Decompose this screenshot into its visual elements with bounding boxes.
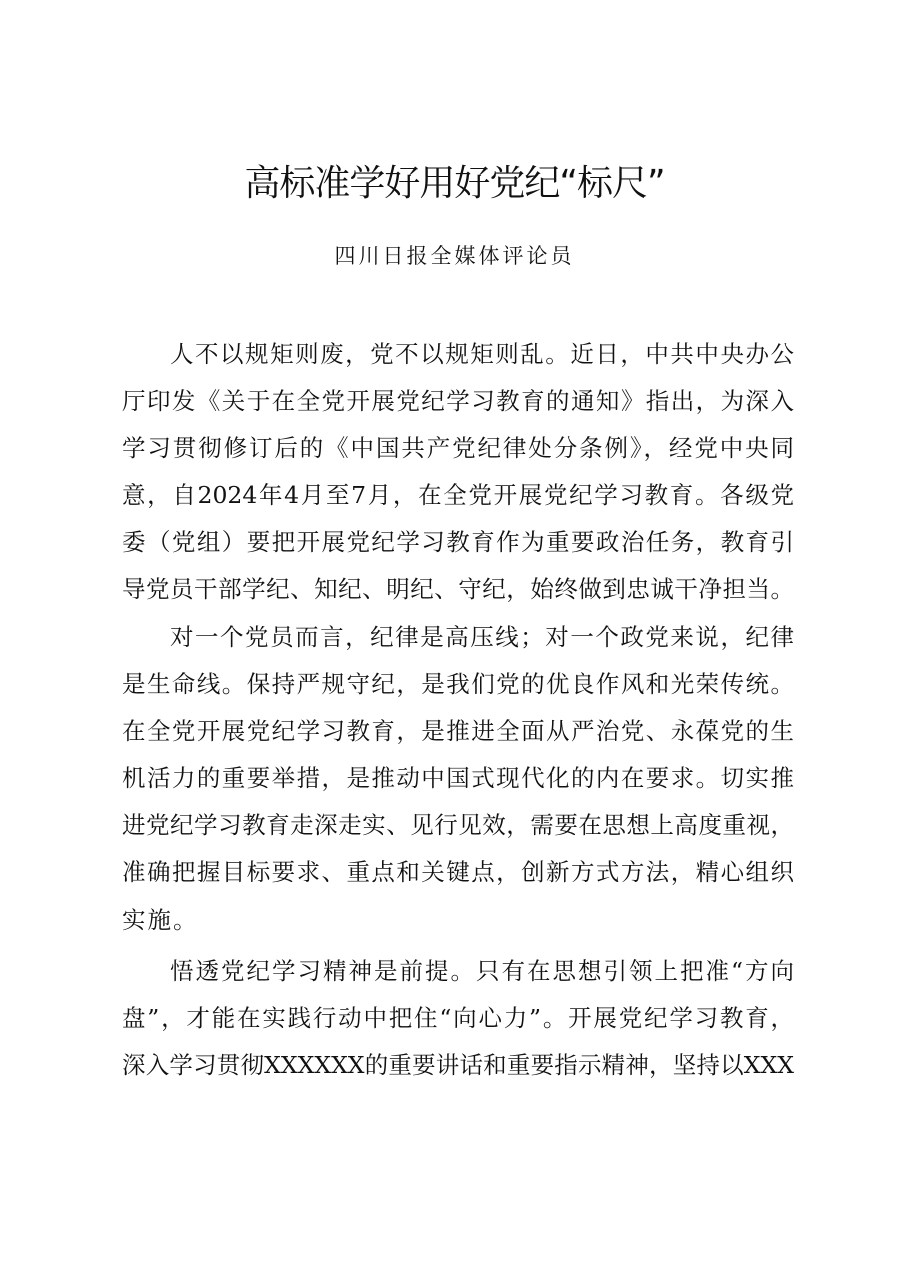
body-line-11: 进党纪学习教育走深走实、见行见效，需要在思想上高度重视， xyxy=(122,811,794,839)
body-line-3: 学习贯彻修订后的《中国共产党纪律处分条例》，经党中央同 xyxy=(122,434,794,462)
body-line-9: 在全党开展党纪学习教育，是推进全面从严治党、永葆党的生 xyxy=(122,717,794,745)
body-line-15: 盘”，才能在实践行动中把住“向心力”。开展党纪学习教育， xyxy=(122,1004,794,1032)
body-line-4: 意，自2024年4月至7月，在全党开展党纪学习教育。各级党 xyxy=(122,481,794,509)
document-author: 四川日报全媒体评论员 xyxy=(334,244,575,268)
body-line-6: 导党员干部学纪、知纪、明纪、守纪，始终做到忠诚干净担当。 xyxy=(122,575,794,603)
body-line-1: 人不以规矩则废，党不以规矩则乱。近日，中共中央办公 xyxy=(170,340,794,368)
body-line-12: 准确把握目标要求、重点和关键点，创新方式方法，精心组织 xyxy=(122,858,794,886)
body-line-5: 委（党组）要把开展党纪学习教育作为重要政治任务，教育引 xyxy=(122,528,794,556)
document-title: 高标准学好用好党纪“标尺” xyxy=(244,163,665,204)
body-line-7: 对一个党员而言，纪律是高压线；对一个政党来说，纪律 xyxy=(170,623,794,651)
body-line-2: 厅印发《关于在全党开展党纪学习教育的通知》指出，为深入 xyxy=(122,387,794,415)
body-line-13: 实施。 xyxy=(122,906,199,934)
body-line-16: 深入学习贯彻XXXXXX的重要讲话和重要指示精神，坚持以XXX xyxy=(122,1051,794,1079)
body-line-10: 机活力的重要举措，是推动中国式现代化的内在要求。切实推 xyxy=(122,764,794,792)
body-line-14: 悟透党纪学习精神是前提。只有在思想引领上把准“方向 xyxy=(170,957,794,985)
body-line-8: 是生命线。保持严规守纪，是我们党的优良作风和光荣传统。 xyxy=(122,670,794,698)
